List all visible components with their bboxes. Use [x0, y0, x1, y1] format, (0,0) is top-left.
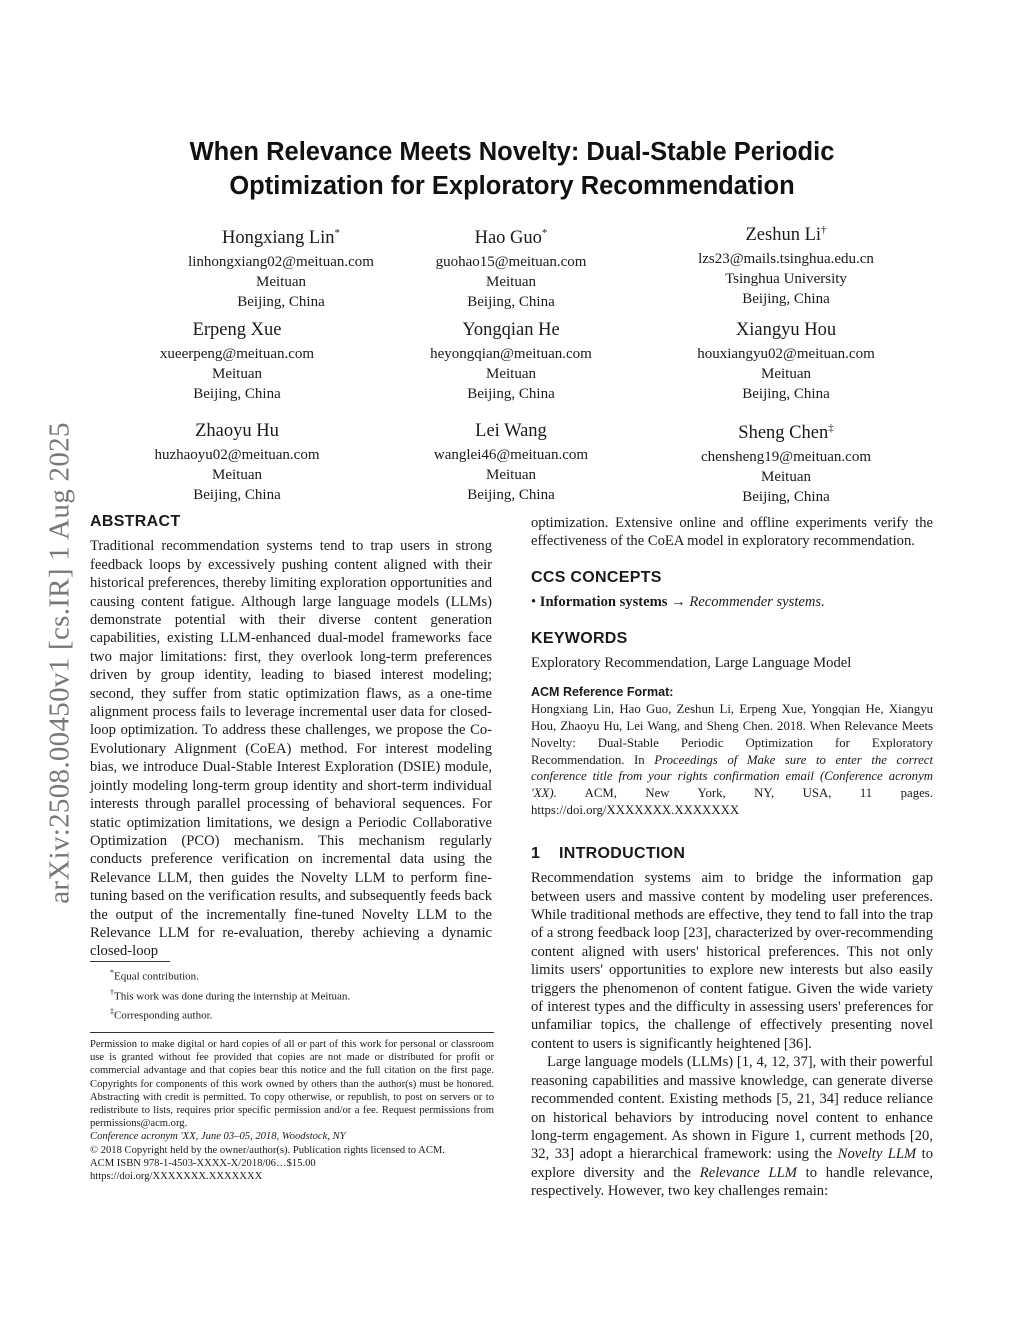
- footnote-rule: [90, 961, 170, 962]
- author-mark: *: [334, 227, 341, 239]
- author-mark: *: [541, 227, 548, 239]
- paper-title: [112, 135, 912, 203]
- footnote-item: *Equal contribution.: [110, 968, 199, 983]
- author-name: Hongxiang Lin: [221, 228, 335, 249]
- author-email: houxiangyu02@meituan.com: [697, 346, 875, 362]
- author-name: Erpeng Xue: [192, 320, 282, 340]
- arrow-icon: →: [671, 594, 686, 611]
- right-column: [531, 514, 933, 1201]
- author-org: Meituan: [256, 274, 306, 291]
- author-email: wanglei46@meituan.com: [433, 447, 589, 463]
- arxiv-side-stamp: arXiv:2508.00450v1 [cs.IR] 1 Aug 2025: [43, 422, 76, 904]
- author-email: guohao15@meituan.com: [435, 254, 587, 271]
- author-email: heyongqian@meituan.com: [430, 346, 592, 362]
- author-block: [361, 419, 661, 505]
- bullet-icon: •: [531, 594, 537, 611]
- author-name: Hao Guo: [474, 228, 542, 249]
- author-email: xueerpeng@meituan.com: [159, 346, 315, 362]
- author-location: Beijing, China: [742, 489, 830, 506]
- footnote-item: ‡Corresponding author.: [110, 1007, 213, 1022]
- ccs-heading: CCS CONCEPTS: [531, 568, 662, 586]
- author-block: [636, 416, 936, 507]
- author-mark: ‡: [828, 422, 834, 434]
- author-name: Lei Wang: [475, 421, 547, 441]
- author-location: Beijing, China: [193, 386, 281, 402]
- ccs-item: [531, 593, 933, 611]
- author-name: Zhaoyu Hu: [195, 421, 279, 441]
- author-location: Beijing, China: [742, 291, 830, 308]
- conference-line: Conference acronym 'XX, June 03–05, 2018, Woodstock, NY: [90, 1131, 346, 1143]
- author-location: Beijing, China: [467, 386, 555, 402]
- permission-text: Permission to make digital or hard copies of all or part of this work for personal or classroom use is granted without fee provided that copies are not made or distributed for profit or commercial advantage and that copies bear this notice and the full citation on the first page. Copyrights for components of this work owned by others than the author(s) must be honored. Abstracting with credit is permitted. To copy otherwise, or republish, to post on servers or to redistribute to lists, requires prior specific permission and/or a fee. Request permissions from permissions@acm.org.: [90, 1039, 494, 1130]
- keywords-text: Exploratory Recommendation, Large Language Model: [531, 655, 852, 672]
- isbn-line: ACM ISBN 978-1-4503-XXXX-X/2018/06…$15.00: [90, 1157, 316, 1169]
- author-org: Meituan: [761, 366, 811, 382]
- author-block: [636, 318, 936, 404]
- author-org: Meituan: [761, 469, 811, 486]
- author-block: [361, 318, 661, 404]
- author-block: [87, 419, 387, 505]
- author-email: huzhaoyu02@meituan.com: [154, 447, 320, 463]
- author-email: chensheng19@meituan.com: [700, 449, 872, 466]
- author-org: Meituan: [486, 274, 536, 291]
- ccs-item-main: Information systems: [539, 594, 668, 611]
- author-org: Meituan: [212, 467, 262, 483]
- author-org: Meituan: [486, 366, 536, 382]
- abstract-text: Traditional recommendation systems tend to trap users in strong feedback loops by excessively pushing content aligned with their historical preferences, thereby limiting exploration opportunities and causing content fatigue. Although large language models (LLMs) demonstrate potential with their diverse content generation capabilities, existing LLM-enhanced dual-model frameworks face two major limitations: first, they overlook long-term preferences driven by group identity, leading to biased interest modeling; second, they suffer from static optimization flaws, as a one-time alignment process fails to leverage incremental user data for closed-loop optimization. To address these challenges, we propose the Co-Evolutionary Alignment (CoEA) method. For interest modeling bias, we introduce Dual-Stable Interest Exploration (DSIE) module, jointly modeling long-term group identity and short-term individual interests through parallel processing of behavioral sequences. For static optimization limitations, we design a Periodic Collaborative Optimization (PCO) mechanism. This mechanism regularly conducts preference verification on incremental data using the Relevance LLM, then guides the Novelty LLM to perform fine-tuning based on the verification results, and subsequently feeds back the output of the incrementally fine-tuned Novelty LLM to the Relevance LLM for re-evaluation, thereby achieving a dynamic closed-loop: [90, 538, 492, 960]
- author-org: Meituan: [486, 467, 536, 483]
- intro-heading: 1 INTRODUCTION: [531, 844, 686, 862]
- abstract-heading: ABSTRACT: [90, 513, 181, 530]
- author-name: Yongqian He: [462, 320, 560, 340]
- author-email: linhongxiang02@meituan.com: [188, 254, 374, 271]
- author-name: Zeshun Li: [745, 225, 822, 246]
- author-name: Sheng Chen: [738, 423, 829, 444]
- author-location: Beijing, China: [467, 294, 555, 311]
- author-name: Xiangyu Hou: [735, 320, 837, 340]
- title-line-2: Optimization for Exploratory Recommendation: [229, 172, 795, 200]
- doi-link[interactable]: https://doi.org/XXXXXXX.XXXXXXX: [90, 1171, 263, 1183]
- acm-reference: ACM Reference Format: Hongxiang Lin, Hao Guo, Zeshun Li, Erpeng Xue, Yongqian He, Xiangyu Hou, Zhaoyu Hu, Lei Wang, and Sheng Chen. 2018. When Relevance Meets Novelty: Dual-Stable Periodic Optimization for Exploratory Recommendation. In Proceedings of Make sure to enter the correct conference title from your rights confirmation email (Conference acronym 'XX). ACM, New York, NY, USA, 11 pages. https://doi.org/XXXXXXX.XXXXXXX: [531, 685, 933, 818]
- copyright-line: © 2018 Copyright held by the owner/author(s). Publication rights licensed to ACM.: [90, 1144, 445, 1156]
- abstract-section: [90, 513, 492, 961]
- section-number: 1: [531, 844, 541, 862]
- author-org: Tsinghua University: [725, 271, 847, 288]
- ccs-item-sub: Recommender systems.: [689, 594, 825, 611]
- author-location: Beijing, China: [237, 294, 325, 311]
- footnotes: [90, 965, 494, 1024]
- abstract-continued: optimization. Extensive online and offline experiments verify the effectiveness of the CoEA model in exploratory recommendation.: [531, 515, 933, 550]
- intro-paragraph: Recommendation systems aim to bridge the information gap between users and massive content by modeling user preferences. While traditional methods are effective, they tend to fall into the trap of a strong feedback loop [23], characterized by over-recommending content aligned with users' historical preferences. This not only limits users' opportunities to explore new interests but also easily triggers the phenomenon of content fatigue. Given the wide variety of interest types and the difficulty in assessing users' preferences for unfamiliar topics, the challenge of effectively presenting novel content to users is significantly heightened [36].: [531, 870, 933, 1052]
- author-email: lzs23@mails.tsinghua.edu.cn: [698, 251, 874, 268]
- author-block: [361, 221, 661, 312]
- author-location: Beijing, China: [193, 487, 281, 503]
- permission-block: [90, 1032, 494, 1183]
- intro-paragraph: Large language models (LLMs) [1, 4, 12, 37], with their powerful reasoning capabilities and massive knowledge, can generate diverse recommended content. Existing methods [5, 21, 34] reduce reliance on historical behaviors by introducing novel content to enhance long-term engagement. As shown in Figure 1, current methods [20, 32, 33] adopt a hierarchical framework: using the Novelty LLM to explore diversity and the Relevance LLM to handle relevance, respectively. However, two key challenges remain:: [531, 1054, 933, 1200]
- author-location: Beijing, China: [742, 386, 830, 402]
- keywords-heading: KEYWORDS: [531, 629, 628, 647]
- title-line-1: When Relevance Meets Novelty: Dual-Stable Periodic: [189, 138, 835, 166]
- author-mark: †: [821, 224, 827, 236]
- author-org: Meituan: [212, 366, 262, 382]
- author-block: [636, 218, 936, 309]
- acm-reference-label: ACM Reference Format:: [531, 685, 674, 700]
- author-block: [87, 318, 387, 404]
- author-location: Beijing, China: [467, 487, 555, 503]
- footnote-item: †This work was done during the internship at Meituan.: [110, 987, 351, 1003]
